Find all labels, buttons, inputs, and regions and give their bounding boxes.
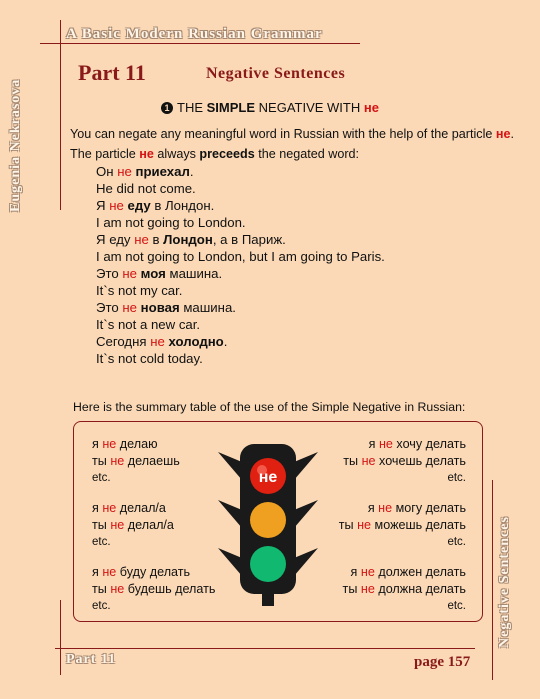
example-line	[96, 214, 385, 231]
summary-group-left	[92, 436, 180, 487]
summary-etc: etc.	[92, 536, 111, 548]
example-line	[96, 350, 385, 367]
example-line	[96, 299, 385, 316]
summary-particle: не	[378, 501, 393, 515]
summary-text: я	[367, 501, 379, 515]
intro-particle: не	[139, 147, 154, 161]
example-translation: It`s not my car.	[96, 283, 183, 298]
example-text: машина.	[165, 266, 223, 281]
example-translation: I am not going to London.	[96, 215, 246, 230]
summary-etc: etc.	[92, 472, 111, 484]
summary-particle: не	[102, 437, 117, 451]
traffic-light-icon	[210, 440, 326, 608]
subtitle-particle: не	[363, 100, 379, 115]
examples-list	[96, 163, 385, 367]
summary-particle: не	[110, 454, 125, 468]
summary-intro: Here is the summary table of the use of the Simple Negative in Russian:	[73, 400, 466, 414]
summary-text: делал/а	[116, 501, 166, 515]
summary-particle: не	[102, 501, 117, 515]
summary-particle: не	[357, 518, 372, 532]
summary-row	[92, 500, 174, 517]
intro-line-1	[70, 124, 520, 144]
example-particle: не	[134, 232, 149, 247]
summary-text: буду делать	[116, 565, 191, 579]
example-text: Я	[96, 198, 110, 213]
summary-text: делал/а	[124, 518, 174, 532]
summary-particle: не	[110, 518, 125, 532]
summary-text: я	[92, 437, 103, 451]
summary-etc: etc.	[447, 472, 466, 484]
example-line	[96, 333, 385, 350]
frame-left-bottom-vertical	[60, 600, 61, 675]
summary-text: могу делать	[392, 501, 466, 515]
intro-particle: не	[495, 127, 511, 141]
summary-group-left	[92, 500, 174, 551]
example-line	[96, 282, 385, 299]
example-text: .	[223, 334, 228, 349]
example-line	[96, 163, 385, 180]
traffic-light-visor	[294, 548, 318, 576]
summary-text: я	[92, 565, 103, 579]
example-text: Я еду	[96, 232, 135, 247]
traffic-light-visor	[218, 548, 242, 576]
example-text: Сегодня	[96, 334, 151, 349]
summary-text: будешь делать	[124, 582, 216, 596]
summary-text: ты	[343, 454, 362, 468]
example-text: Он	[96, 164, 118, 179]
example-text: в	[148, 232, 164, 247]
example-bold-word: моя	[140, 266, 166, 281]
example-line	[96, 248, 385, 265]
summary-particle: не	[360, 582, 375, 596]
example-translation: It`s not cold today.	[96, 351, 203, 366]
summary-row	[92, 436, 180, 453]
summary-row	[343, 564, 466, 581]
summary-row	[339, 500, 466, 517]
example-particle: не	[122, 300, 137, 315]
summary-text: хочу делать	[392, 437, 466, 451]
summary-text: ты	[92, 518, 111, 532]
summary-row	[339, 517, 466, 534]
summary-particle: не	[102, 565, 117, 579]
intro-line-2	[70, 144, 520, 164]
summary-text: должна делать	[374, 582, 466, 596]
summary-text: ты	[338, 518, 358, 532]
example-particle: не	[109, 198, 124, 213]
summary-particle: не	[110, 582, 125, 596]
summary-etc: etc.	[92, 600, 111, 612]
author-name: Eugenia Nekrasova	[8, 78, 23, 212]
example-bold-word: еду	[127, 198, 151, 213]
subtitle-mid: NEGATIVE WITH	[255, 100, 364, 115]
summary-text: должен делать	[374, 565, 466, 579]
example-particle: не	[122, 266, 137, 281]
example-text: Это	[96, 300, 123, 315]
summary-row	[92, 517, 174, 534]
example-translation: It`s not a new car.	[96, 317, 201, 332]
summary-row	[92, 564, 215, 581]
green-light	[250, 546, 286, 582]
summary-text: ты	[342, 582, 361, 596]
example-bold-word: холодно	[168, 334, 224, 349]
frame-top-vertical	[60, 20, 61, 210]
example-particle: не	[117, 164, 132, 179]
example-line	[96, 231, 385, 248]
example-line	[96, 180, 385, 197]
summary-text: ты	[92, 454, 111, 468]
intro-text: the negated word:	[254, 147, 360, 161]
summary-row	[92, 581, 215, 598]
example-translation: I am not going to London, but I am going to Paris.	[96, 249, 385, 264]
example-bold-word: Лондон	[163, 232, 213, 247]
summary-particle: не	[378, 437, 393, 451]
example-line	[96, 197, 385, 214]
traffic-light-label: не	[258, 469, 278, 486]
frame-bottom-line	[55, 648, 475, 649]
summary-group-right	[339, 500, 466, 551]
intro-bold-word: preceeds	[199, 147, 255, 161]
subtitle-pre: THE	[177, 100, 207, 115]
section-subtitle	[0, 100, 540, 115]
frame-top-line	[40, 43, 360, 44]
summary-row	[343, 581, 466, 598]
summary-text: я	[350, 565, 361, 579]
frame-bottom-vertical	[492, 480, 493, 680]
chapter-heading: Negative Sentences	[206, 65, 346, 82]
example-text: Это	[96, 266, 123, 281]
example-translation: He did not come.	[96, 181, 196, 196]
example-text: в Лондон.	[150, 198, 215, 213]
footer-part: Part 11	[66, 652, 117, 667]
summary-row	[343, 436, 466, 453]
summary-row	[92, 453, 180, 470]
summary-text: я	[368, 437, 379, 451]
traffic-light-visor	[294, 500, 318, 528]
summary-group-right	[343, 564, 466, 615]
summary-text: делаю	[116, 437, 158, 451]
example-text: машина.	[179, 300, 236, 315]
section-number-badge: 1	[161, 102, 173, 114]
intro-text: .	[510, 127, 515, 141]
side-chapter-title: Negative Sentences	[497, 516, 512, 648]
traffic-light-visor	[294, 452, 318, 480]
summary-particle: не	[361, 454, 376, 468]
summary-particle: не	[360, 565, 375, 579]
book-title: A Basic Modern Russian Grammar	[66, 26, 323, 42]
summary-group-right	[343, 436, 466, 487]
summary-group-left	[92, 564, 215, 615]
traffic-light-visor	[218, 452, 242, 480]
summary-text: делаешь	[124, 454, 180, 468]
example-bold-word: новая	[140, 300, 180, 315]
part-heading: Part 11	[78, 60, 146, 85]
intro-text: always	[153, 147, 200, 161]
traffic-light-pole	[262, 594, 274, 606]
summary-etc: etc.	[447, 536, 466, 548]
page-number: page 157	[414, 654, 471, 670]
example-particle: не	[150, 334, 165, 349]
example-bold-word: приехал	[135, 164, 190, 179]
intro-text: The particle	[70, 147, 140, 161]
example-text: , а в Париж.	[212, 232, 286, 247]
traffic-light-visor	[218, 500, 242, 528]
summary-text: я	[92, 501, 103, 515]
example-line	[96, 265, 385, 282]
yellow-light	[250, 502, 286, 538]
intro-text: You can negate any meaningful word in Russian with the help of the particle	[70, 127, 496, 141]
summary-text: можешь делать	[371, 518, 466, 532]
summary-row	[343, 453, 466, 470]
example-line	[96, 316, 385, 333]
summary-etc: etc.	[447, 600, 466, 612]
example-text: .	[189, 164, 194, 179]
summary-text: ты	[92, 582, 111, 596]
subtitle-bold: SIMPLE	[206, 100, 256, 115]
summary-text: хочешь делать	[375, 454, 466, 468]
